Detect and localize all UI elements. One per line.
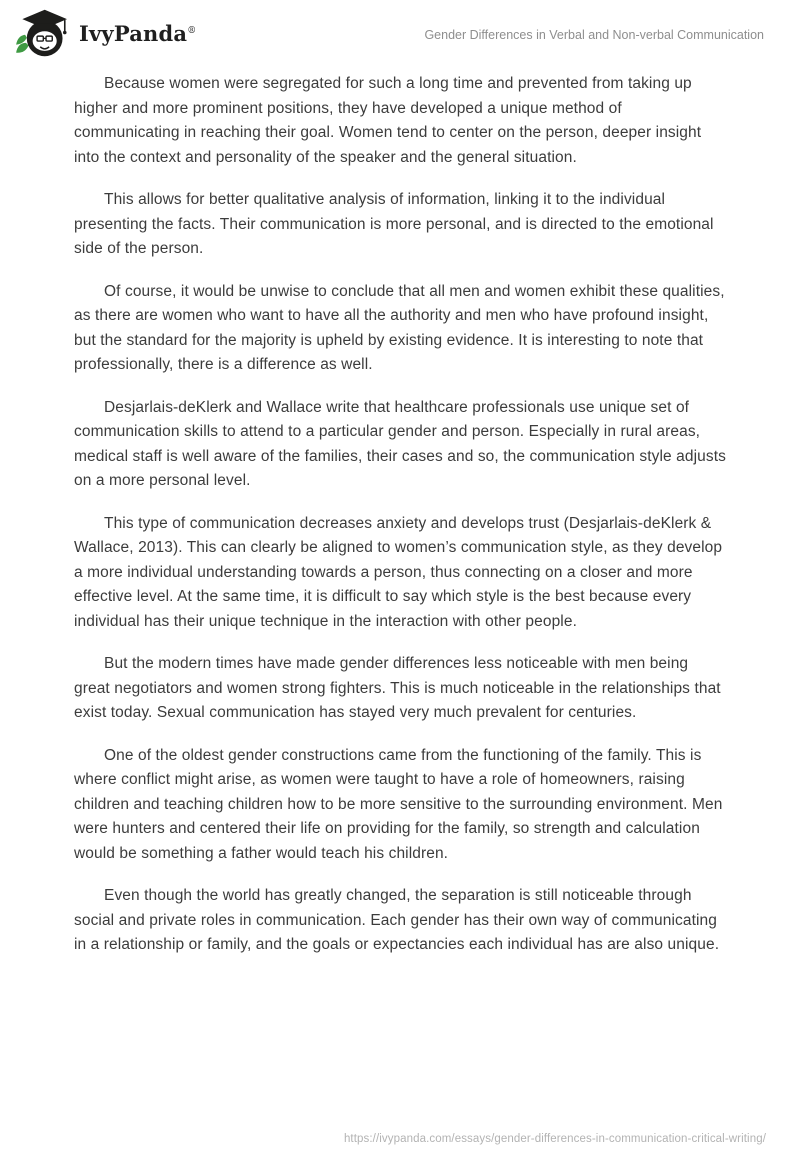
essay-content: [0, 56, 800, 958]
essay-paragraph: Of course, it would be unwise to conclude that all men and women exhibit these qualities, as there are women who want to have all the authority and men who have profound insight, but the standard for the majority is upheld by existing evidence. It is interesting to note that professionally, there is a difference as well.: [74, 282, 725, 373]
brand-name: [79, 21, 196, 46]
essay-paragraph: This allows for better qualitative analysis of information, linking it to the individual presenting the facts. Their communication is more personal, and is directed to the emotional side of the person.: [74, 191, 714, 257]
essay-paragraph: But the modern times have made gender differences less noticeable with men being great negotiators and women strong fighters. This is much noticeable in the relationships that exist today. Sexual communication has stayed very much prevalent for centuries.: [74, 655, 721, 721]
header: [0, 0, 800, 56]
essay-paragraph: Desjarlais-deKlerk and Wallace write that healthcare professionals use unique set of communication skills to attend to a particular gender and person. Especially in rural areas, medical staff is well aware of the families, their cases and so, the communication style adjusts on a more personal level.: [74, 398, 726, 489]
essay-paragraph: Because women were segregated for such a long time and prevented from taking up higher and more prominent positions, they have developed a unique method of communicating in reaching their goal. Women tend to center on the person, deeper insight into the context and personality of the speaker and the general situation.: [74, 75, 702, 166]
essay-paragraph: This type of communication decreases anxiety and develops trust (Desjarlais-deKlerk & Wallace, 2013). This can clearly be aligned to women’s communication style, as they develop a more individual understanding towards a person, thus connecting on a closer and more effective level. At the same time, it is difficult to say which style is the best because every individual has their unique technique in the interaction with other people.: [74, 514, 723, 630]
footer-url: https://ivypanda.com/essays/gender-differences-in-communication-critical-writing/: [343, 1133, 766, 1145]
registered-mark: ®: [187, 25, 197, 36]
ivypanda-logo-icon: [14, 8, 70, 58]
doc-title: Gender Differences in Verbal and Non-verbal Communication: [424, 28, 764, 42]
essay-paragraph: One of the oldest gender constructions came from the functioning of the family. This is where conflict might arise, as women were taught to have a role of homeowners, raising children and teaching children how to be more sensitive to the surrounding environment. Men were hunters and centered their life on providing for the family, so strength and calculation would be something a father would teach his children.: [74, 746, 723, 862]
brand: [14, 8, 196, 58]
brand-name-text: IvyPanda: [79, 20, 188, 46]
essay-paragraph: Even though the world has greatly changed, the separation is still noticeable through social and private roles in communication. Each gender has their own way of communicating in a relationship or family, and the goals or expectancies each individual has are also unique.: [74, 887, 720, 953]
